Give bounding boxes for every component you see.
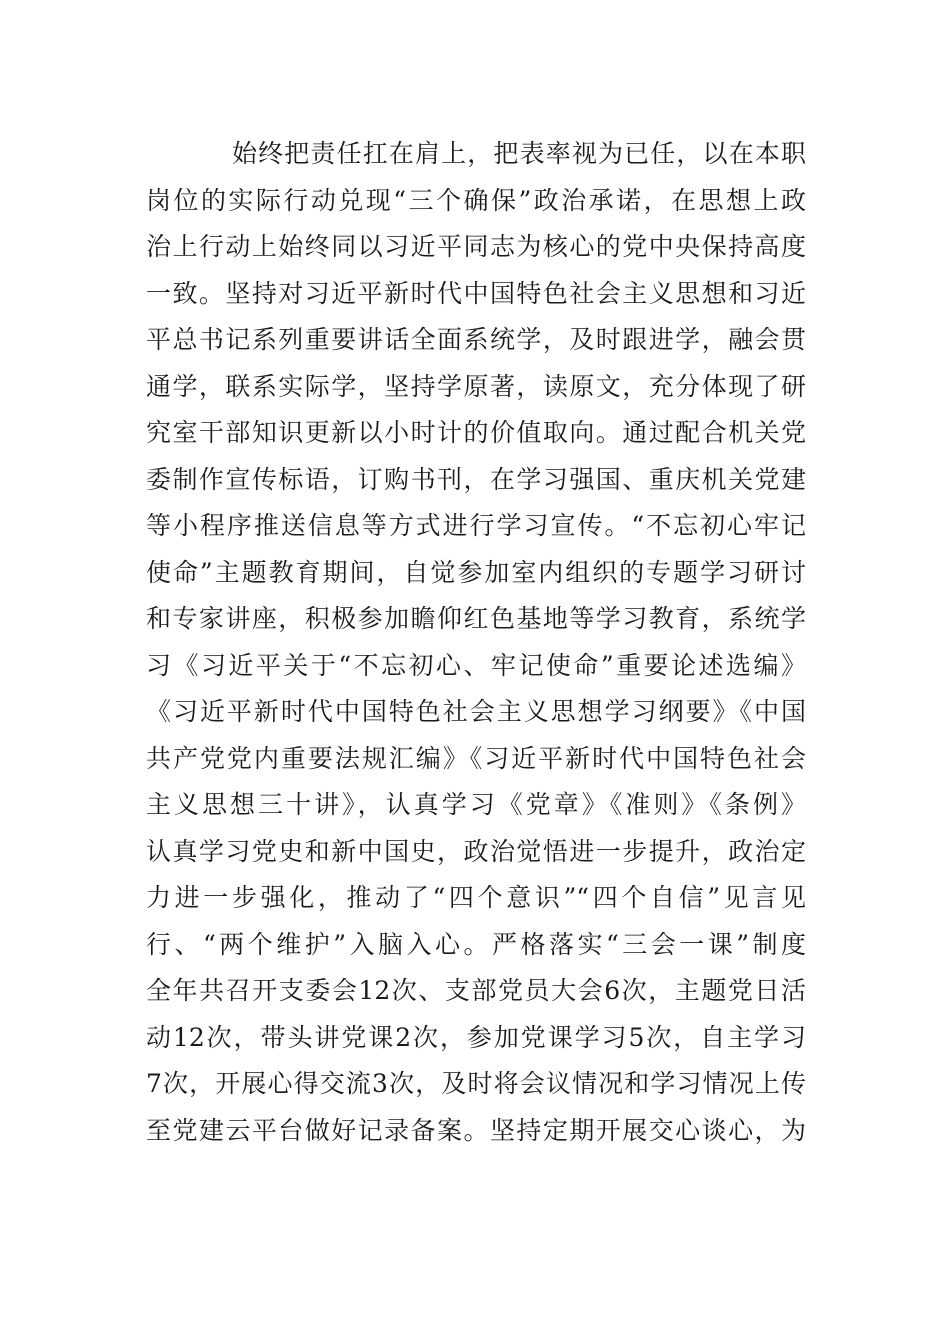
- paragraph-line: 治上行动上始终同以习近平同志为核心的党中央保持高度: [146, 232, 806, 261]
- paragraph-line: 动12次，带头讲党课2次，参加党课学习5次，自主学习: [146, 1022, 806, 1052]
- paragraph-line: 究室干部知识更新以小时计的价值取向。通过配合机关党: [146, 418, 806, 447]
- paragraph-line: 委制作宣传标语，订购书刊，在学习强国、重庆机关党建: [146, 464, 806, 494]
- paragraph-line: 岗位的实际行动兑现“三个确保”政治承诺，在思想上政: [146, 185, 806, 215]
- paragraph-line: 一致。坚持对习近平新时代中国特色社会主义思想和习近: [146, 278, 806, 308]
- paragraph-line: 使命”主题教育期间，自觉参加室内组织的专题学习研讨: [146, 557, 806, 587]
- paragraph-line: 行、“两个维护”入脑入心。严格落实“三会一课”制度: [146, 929, 806, 959]
- paragraph-line: 习《习近平关于“不忘初心、牢记使命”重要论述选编》: [146, 650, 806, 680]
- paragraph-line: 平总书记系列重要讲话全面系统学，及时跟进学，融会贯: [146, 325, 806, 354]
- paragraph-line: 力进一步强化，推动了“四个意识”“四个自信”见言见: [146, 883, 806, 912]
- paragraph-line: 《习近平新时代中国特色社会主义思想学习纲要》《中国: [146, 697, 806, 726]
- body-paragraph: [146, 131, 806, 1154]
- paragraph-line: 主义思想三十讲》，认真学习《党章》《准则》《条例》: [146, 790, 806, 819]
- paragraph-line: 认真学习党史和新中国史，政治觉悟进一步提升，政治定: [146, 836, 806, 866]
- paragraph-line: 等小程序推送信息等方式进行学习宣传。“不忘初心牢记: [146, 511, 806, 540]
- paragraph-line: 始终把责任扛在肩上，把表率视为已任，以在本职: [232, 139, 806, 168]
- paragraph-line: 全年共召开支委会12次、支部党员大会6次，主题党日活: [146, 976, 806, 1005]
- paragraph-line: 7次，开展心得交流3次，及时将会议情况和学习情况上传: [146, 1069, 806, 1098]
- paragraph-line: 和专家讲座，积极参加瞻仰红色基地等学习教育，系统学: [146, 604, 806, 633]
- paragraph-line: 至党建云平台做好记录备案。坚持定期开展交心谈心，为: [146, 1115, 806, 1145]
- paragraph-line: 共产党党内重要法规汇编》《习近平新时代中国特色社会: [146, 743, 806, 773]
- paragraph-line: 通学，联系实际学，坚持学原著，读原文，充分体现了研: [146, 371, 806, 401]
